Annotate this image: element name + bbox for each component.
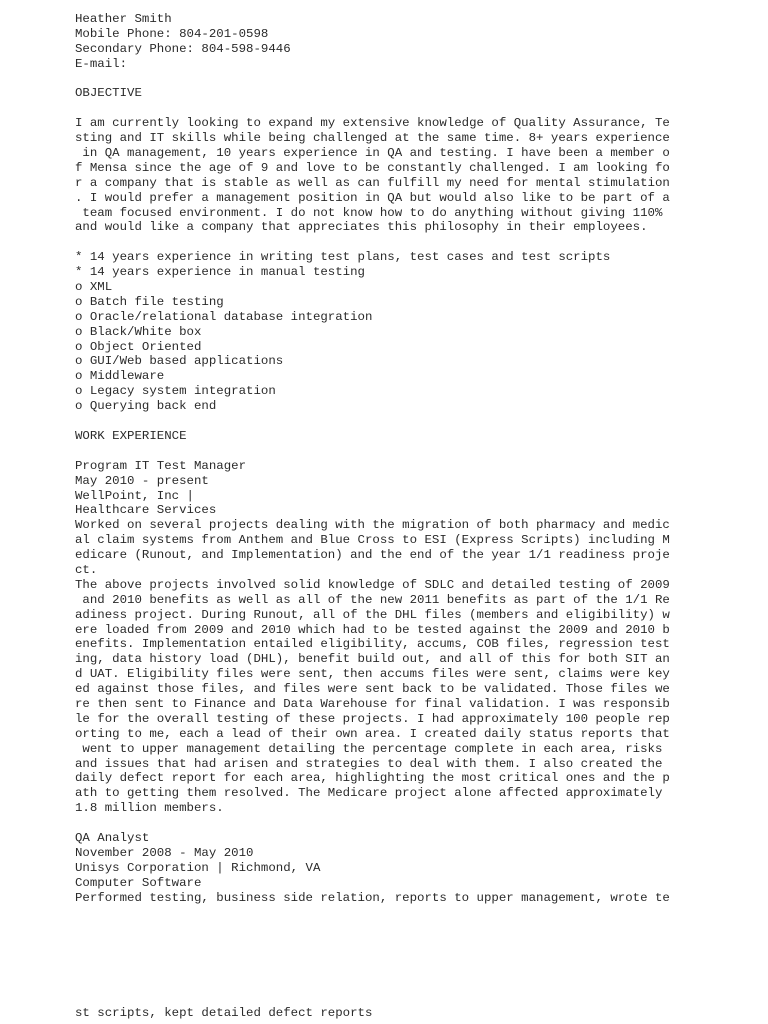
skill-item: o Oracle/relational database integration: [75, 309, 373, 324]
skill-item: o GUI/Web based applications: [75, 354, 284, 369]
objective-line: . I would prefer a management position in QA but would also like to be part of a: [75, 190, 670, 205]
description-line: Performed testing, business side relation, reports to upper management, wrote te: [75, 890, 670, 905]
skill-item: o Object Oriented: [75, 339, 202, 354]
objective-line: team focused environment. I do not know how to do anything without giving 110%: [75, 205, 663, 220]
description-line: re then sent to Finance and Data Warehouse for final validation. I was responsib: [75, 696, 670, 711]
description-line: 1.8 million members.: [75, 801, 224, 816]
objective-line: and would like a company that appreciates this philosophy in their employees.: [75, 220, 648, 235]
mobile-phone: Mobile Phone: 804-201-0598: [75, 26, 269, 41]
description-line: and 2010 benefits as well as all of the new 2011 benefits as part of the 1/1 Re: [75, 592, 670, 607]
description-line: went to upper management detailing the percentage complete in each area, risks: [75, 741, 663, 756]
description-line: d UAT. Eligibility files were sent, then accums files were sent, claims were key: [75, 667, 670, 682]
spacer: [75, 816, 735, 831]
job-industry: Computer Software: [75, 875, 202, 890]
email-label: E-mail:: [75, 56, 128, 71]
description-line: orting to me, each a lead of their own area. I created daily status reports that: [75, 726, 670, 741]
objective-line: sting and IT skills while being challenged at the same time. 8+ years experience: [75, 131, 670, 146]
description-line: le for the overall testing of these projects. I had approximately 100 people rep: [75, 711, 670, 726]
job-dates: November 2008 - May 2010: [75, 845, 254, 860]
description-line: daily defect report for each area, highlighting the most critical ones and the p: [75, 771, 670, 786]
job-company: WellPoint, Inc |: [75, 488, 194, 503]
description-line: ere loaded from 2009 and 2010 which had to be tested against the 2009 and 2010 b: [75, 622, 670, 637]
description-line: enefits. Implementation entailed eligibility, accums, COB files, regression test: [75, 637, 670, 652]
job-entry: [75, 459, 735, 816]
job-title: Program IT Test Manager: [75, 458, 247, 473]
spacer: [75, 444, 735, 459]
description-line: The above projects involved solid knowledge of SDLC and detailed testing of 2009: [75, 577, 670, 592]
skill-item: o Middleware: [75, 369, 165, 384]
objective-line: f Mensa since the age of 9 and love to be constantly challenged. I am looking fo: [75, 160, 670, 175]
secondary-phone: Secondary Phone: 804-598-9446: [75, 41, 291, 56]
spacer: [75, 235, 735, 250]
description-line: ct.: [75, 562, 98, 577]
description-line: al claim systems from Anthem and Blue Cross to ESI (Express Scripts) including M: [75, 533, 670, 548]
skills-list: [75, 250, 735, 414]
description-line: ath to getting them resolved. The Medicare project alone affected approximately: [75, 786, 663, 801]
description-line: adiness project. During Runout, all of the DHL files (members and eligibility) w: [75, 607, 670, 622]
resume-document: [75, 12, 735, 905]
description-line: Worked on several projects dealing with the migration of both pharmacy and medic: [75, 518, 670, 533]
job-entry: [75, 831, 735, 905]
skill-item: o Querying back end: [75, 399, 217, 414]
description-line: ing, data history load (DHL), benefit build out, and all of this for both SIT an: [75, 652, 670, 667]
spacer: [75, 101, 735, 116]
description-line: ed against those files, and files were sent back to be validated. Those files we: [75, 682, 670, 697]
skill-item: o Batch file testing: [75, 294, 224, 309]
skill-item: o Black/White box: [75, 324, 202, 339]
job-description: [75, 518, 735, 816]
objective-line: r a company that is stable as well as can fulfill my need for mental stimulation: [75, 175, 670, 190]
spacer: [75, 72, 735, 87]
work-experience-heading: WORK EXPERIENCE: [75, 428, 187, 443]
skill-item: * 14 years experience in manual testing: [75, 265, 365, 280]
spacer: [75, 414, 735, 429]
objective-paragraph: [75, 116, 735, 235]
objective-line: in QA management, 10 years experience in QA and testing. I have been a member o: [75, 146, 670, 161]
skill-item: * 14 years experience in writing test plans, test cases and test scripts: [75, 250, 611, 265]
description-line: and issues that had arisen and strategies to deal with them. I also created the: [75, 756, 663, 771]
applicant-name: Heather Smith: [75, 12, 172, 26]
skill-item: o Legacy system integration: [75, 384, 276, 399]
objective-line: I am currently looking to expand my extensive knowledge of Quality Assurance, Te: [75, 116, 670, 131]
page-continuation-text: st scripts, kept detailed defect reports: [75, 1006, 373, 1020]
objective-heading: OBJECTIVE: [75, 86, 142, 101]
job-industry: Healthcare Services: [75, 503, 217, 518]
skill-item: o XML: [75, 280, 113, 295]
job-company: Unisys Corporation | Richmond, VA: [75, 860, 321, 875]
job-description: [75, 891, 735, 906]
description-line: edicare (Runout, and Implementation) and the end of the year 1/1 readiness proje: [75, 548, 670, 563]
job-title: QA Analyst: [75, 830, 150, 845]
job-dates: May 2010 - present: [75, 473, 209, 488]
